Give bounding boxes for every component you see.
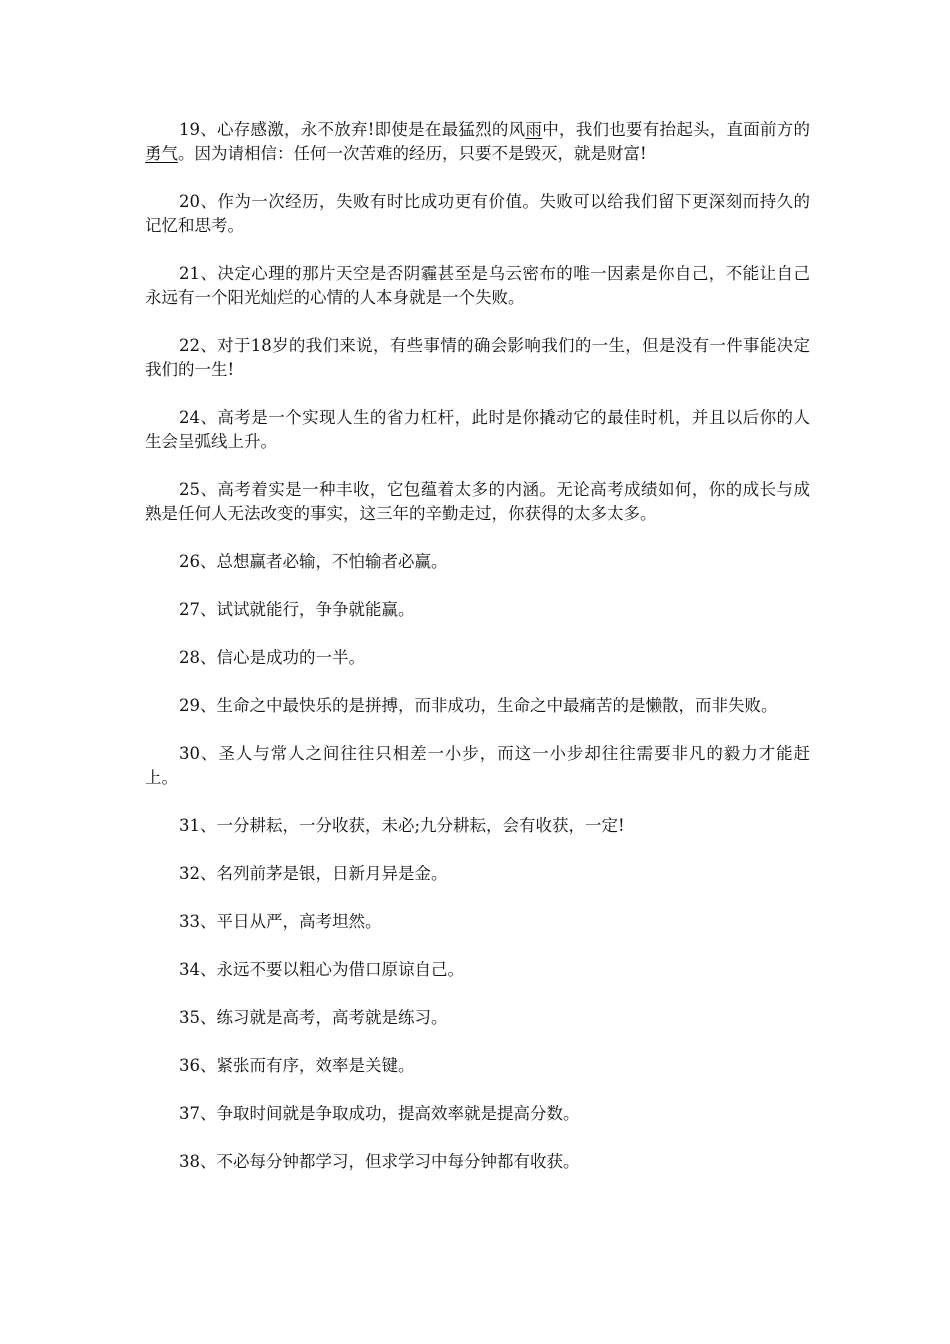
paragraph-26: 26、总想赢者必输，不怕输者必赢。 [179,552,448,571]
paragraph-35: 35、练习就是高考，高考就是练习。 [179,1008,448,1027]
paragraph-29: 29、生命之中最快乐的是拼搏，而非成功，生命之中最痛苦的是懒散，而非失败。 [179,696,778,715]
paragraph-31: 31、一分耕耘，一分收获，未必;九分耕耘，会有收获，一定! [179,816,625,835]
paragraph-25: 25、高考着实是一种丰收，它包蕴着太多的内涵。无论高考成绩如何，你的成长与成熟是任何人无法改变的事实，这三年的辛勤走过，你获得的太多太多。 [145,480,810,523]
paragraph-19-part-3: 。因为请相信：任何一次苦难的经历，只要不是毁灭，就是财富! [178,144,647,163]
paragraph-36: 36、紧张而有序，效率是关键。 [179,1056,415,1075]
paragraph-19 [145,118,810,166]
paragraph-22: 22、对于18岁的我们来说，有些事情的确会影响我们的一生，但是没有一件事能决定我们的一生! [145,336,810,379]
paragraph-21: 21、决定心理的那片天空是否阴霾甚至是乌云密布的唯一因素是你自己，不能让自己永远有一个阳光灿烂的心情的人本身就是一个失败。 [145,264,810,307]
paragraph-30: 30、圣人与常人之间往往只相差一小步，而这一小步却往往需要非凡的毅力才能赶上。 [145,744,810,787]
paragraph-27: 27、试试就能行，争争就能赢。 [179,600,415,619]
underlined-word-rain: 雨 [525,120,543,139]
paragraph-32: 32、名列前茅是银，日新月异是金。 [179,864,448,883]
paragraph-28: 28、信心是成功的一半。 [179,648,365,667]
document-body [145,118,810,1198]
paragraph-24: 24、高考是一个实现人生的省力杠杆，此时是你撬动它的最佳时机，并且以后你的人生会呈弧线上升。 [145,408,810,451]
paragraph-34: 34、永远不要以粗心为借口原谅自己。 [179,960,464,979]
paragraph-38: 38、不必每分钟都学习，但求学习中每分钟都有收获。 [179,1152,580,1171]
paragraph-19-part-2: 中，我们也要有抬起头，直面前方的 [542,120,811,139]
paragraph-37: 37、争取时间就是争取成功，提高效率就是提高分数。 [179,1104,580,1123]
underlined-word-courage: 勇气 [145,144,178,163]
paragraph-33: 33、平日从严，高考坦然。 [179,912,382,931]
paragraph-20: 20、作为一次经历，失败有时比成功更有价值。失败可以给我们留下更深刻而持久的记忆和思考。 [145,192,810,235]
paragraph-19-part-1: 19、心存感激，永不放弃!即使是在最猛烈的风 [179,120,526,139]
